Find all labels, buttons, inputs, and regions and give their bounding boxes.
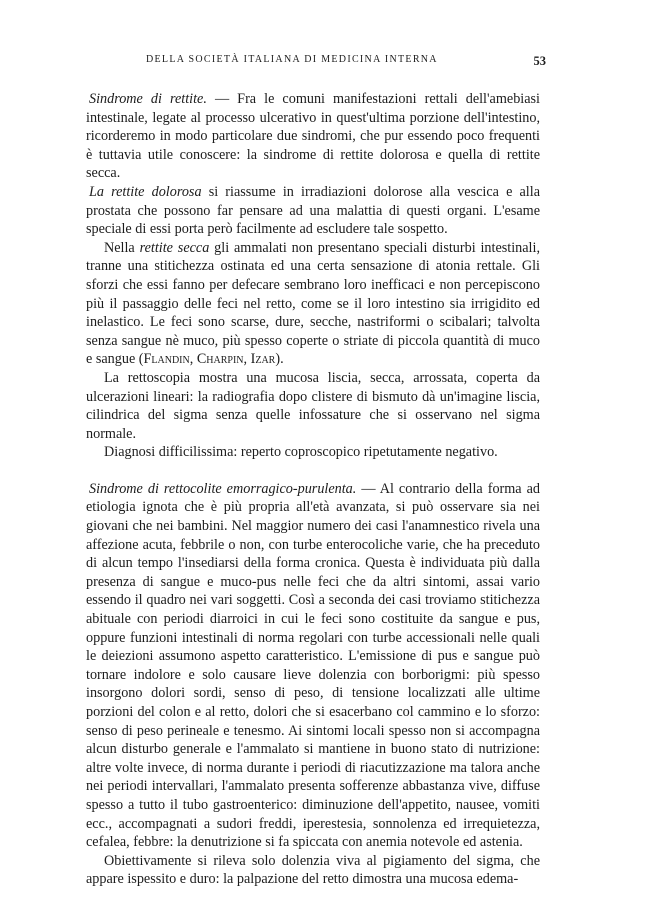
paragraph — [86, 183, 540, 239]
italic-term: La rettite dolorosa — [89, 183, 202, 200]
paragraph — [86, 90, 540, 183]
section-heading: Sindrome di rettite. — [89, 91, 207, 107]
paragraph — [86, 480, 540, 852]
section-rettocolite — [86, 480, 540, 889]
paragraph-prefix: Nella — [104, 239, 140, 256]
paragraph-text: — Fra le comuni manifestazioni rettali dell'amebiasi intestinale, legate al processo ulcerativo in quest'ultima porzione dell'intestino, ricorderemo in modo particolare due sindromi, che pur essendo poco frequenti è tuttavia utile conoscere: la sindrome di rettite dolorosa e quella di rettite secca. — [86, 91, 540, 182]
body-text — [86, 90, 540, 889]
section-heading: Sindrome di rettocolite emorragico-purulenta. — [89, 480, 357, 497]
running-head — [86, 54, 546, 74]
page-number: 53 — [533, 54, 546, 68]
paragraph-text: — Al contrario della forma ad etiologia ignota che è più propria all'età avanzata, si può osservare sia nei giovani che nei bambini. Nel maggior numero dei casi l'anamnestico rivela una affezione acuta, febbrile o non, con turbe enterocoliche varie, che ha preceduto di alcun tempo l'insediarsi della forma cronica. Questa è individuata più dalla presenza di sangue e muco-pus nelle feci che da altri sintomi, assai vario essendo il quadro nei vari soggetti. Così a seconda dei casi troviamo stitichezza abituale con periodi diarroici in cui le feci sono costituite da sangue e pus, oppure funzioni intestinali di norma regolari con turbe accessionali nelle quali le deiezioni assumono aspetto caratteristico. L'emissione di pus e sangue può tornare indolore e solo causare lieve dolenzia con borborigmi: più spesso insorgono dolori sordi, senso di peso, di tensione localizzati alle ultime porzioni del colon e al retto, dolori che si esacerbano col cammino e lo sforzo: senso di peso perineale e tenesmo. Ai sintomi locali spesso non si accompagna alcun disturbo generale e l'ammalato si mantiene in buono stato di nutrizione: altre volte invece, di norma durante i periodi di riacutizzazione ma talora anche nei periodi intervallari, l'ammalato presenta sofferenze abbastanza vive, diffuse spesso a tutto il tubo gastroenterico: diminuzione dell'appetito, nausee, vomiti ecc., accompagnati a sudori freddi, iperestesia, sonnolenza ed irrequietezza, cefalea, febbre: la denutrizione si fa spiccata con anemia notevole ed astenia. — [86, 480, 540, 851]
paragraph — [86, 239, 540, 369]
italic-term: rettite secca — [139, 239, 210, 256]
section-rettite — [86, 90, 540, 462]
running-title: DELLA SOCIETÀ ITALIANA DI MEDICINA INTERNA — [146, 54, 438, 65]
paragraph-suffix: ). — [275, 351, 284, 368]
paragraph — [86, 852, 540, 889]
paragraph — [86, 369, 540, 443]
paragraph-text: La rettoscopia mostra una mucosa liscia, secca, arrossata, coperta da ulcerazioni lineari: la radiografia dopo clistere di bismuto dà un'imagine liscia, cilindrica del sigma senza quelle infossature che si osservano nel sigma normale. — [86, 369, 540, 442]
paragraph — [86, 443, 540, 462]
paragraph-text: Obiettivamente si rileva solo dolenzia viva al pigiamento del sigma, che appare ispessito e duro: la palpazione del retto dimostra una mucosa edema- — [86, 852, 540, 888]
paragraph-text: Diagnosi difficilissima: reperto coproscopico ripetutamente negativo. — [104, 444, 498, 461]
author-citation: Flandin, Charpin, Izar — [143, 351, 276, 368]
paragraph-text: gli ammalati non presentano speciali disturbi intestinali, tranne una stitichezza ostinata ed una certa sensazione di atonia rettale. Gli sforzi che essi fanno per defecare sembrano loro inefficaci e non percepiscono più il passaggio delle feci nel retto, come se il loro intestino sia irrigidito ed inelastico. Le feci sono scarse, dure, secche, nastriformi o scibalari; talvolta senza sangue nè muco, più spesso coperte o striate di piccola quantità di muco e sangue ( — [86, 239, 540, 368]
paragraph-text: si riassume in irradiazioni dolorose alla vescica e alla prostata che possono far pensare ad una malattia di questi organi. L'esame speciale di essi porta però facilmente ad escludere tale sospetto. — [86, 183, 540, 238]
